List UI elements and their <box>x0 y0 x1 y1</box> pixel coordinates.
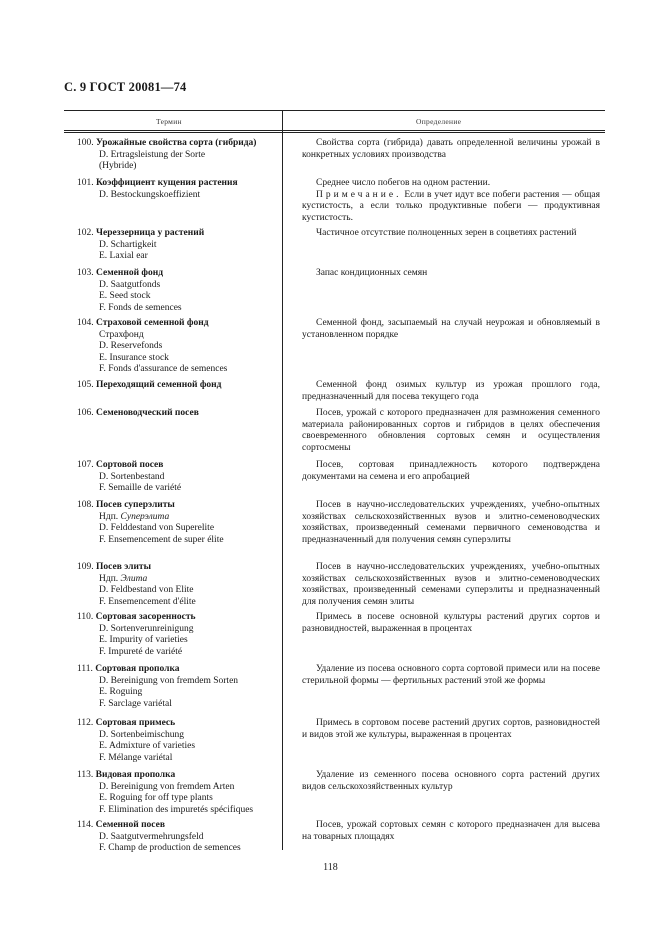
definition-cell <box>302 380 600 403</box>
term-cell <box>77 820 282 855</box>
definition-text: Семенной фонд озимых культур из урожая прошлого года, предназначенный для посева текущего года <box>302 380 600 402</box>
term-heading <box>77 228 282 240</box>
term-equivalent: F. Champ de production de semences <box>99 843 241 853</box>
term-number: 111. <box>77 664 93 674</box>
term-cell <box>77 178 282 201</box>
definition-cell <box>302 138 600 161</box>
term-number: 110. <box>77 612 94 622</box>
term-equivalent: D. Reservefonds <box>99 341 163 351</box>
term-number: 113. <box>77 770 94 780</box>
term-equivalent: F. Mélange variétal <box>99 752 173 763</box>
term-number: 106. <box>77 408 94 418</box>
term-equivalent: F. Fonds d'assurance de semences <box>99 364 228 374</box>
term-number: 108. <box>77 500 94 510</box>
term-name: Семенной посев <box>95 820 165 830</box>
term-heading <box>77 138 282 150</box>
term-equivalent: D. Felddestand von Superelite <box>99 523 215 533</box>
term-name: Сортовой посев <box>96 460 164 470</box>
definition-text: Посев, урожай сортовых семян с которого предназначен для высева на товарных площадях <box>302 820 600 842</box>
definition-text: Посев, урожай с которого предназначен для размножения семенного материала районированных сортов и гибридов в целях обеспечения своевременного обновления сортовых семян и осуществления сортосмены <box>302 408 600 453</box>
term-equivalent: E. Roguing <box>99 687 143 697</box>
term-equivalent: F. Fonds de semences <box>99 302 182 313</box>
definition-text: Посев в научно-исследовательских учреждениях, учебно-опытных хозяйствах сельскохозяйственных вузов и элитно-семеноводческих хозяйствах, произведенный семенами суперэлиты и предназначенный для получения семян элиты <box>302 562 600 607</box>
term-heading <box>77 178 282 190</box>
definition-cell <box>302 228 600 240</box>
definition-text: Частичное отсутствие полноценных зерен в соцветиях растений <box>316 228 577 238</box>
term-heading <box>77 500 282 512</box>
term-number: 103. <box>77 268 94 278</box>
term-equivalent: D. Saatgutvermehrungsfeld <box>99 831 204 842</box>
term-number: 114. <box>77 820 94 830</box>
term-number: 105. <box>77 380 94 390</box>
term-name: Сортовая засоренность <box>95 612 196 622</box>
term-equivalent: D. Sortenbestand <box>99 471 165 482</box>
term-number: 112. <box>77 718 94 728</box>
term-cell <box>77 138 282 173</box>
term-name: Посев элиты <box>96 562 152 572</box>
term-equivalent: F. Sarclage variétal <box>99 698 172 709</box>
definition-text: Удаление из семенного посева основного сорта растений других видов сельскохозяйственных культур <box>302 770 600 792</box>
term-heading <box>77 770 282 782</box>
term-cell <box>77 318 282 376</box>
term-equivalent: D. Bereinigung von fremdem Arten <box>99 781 235 792</box>
term-name: Переходящий семенной фонд <box>96 380 222 390</box>
term-equivalent: E. Roguing for off type plants <box>99 793 213 803</box>
definition-text: Посев в научно-исследовательских учреждениях, учебно-опытных хозяйствах сельскохозяйственных вузов и элитно-семеноводческих хозяйствах, произведенный семенами первичного семеноводства и предназначенный для получения семян суперэлиты <box>302 500 600 545</box>
term-equivalent: E. Admixture of varieties <box>99 741 196 751</box>
definition-cell <box>302 770 600 793</box>
definition-cell <box>302 500 600 546</box>
column-header-definition: Определение <box>416 117 462 126</box>
column-header-term: Термин <box>156 117 182 126</box>
definition-cell <box>302 718 600 741</box>
term-equivalent: E. Insurance stock <box>99 352 169 363</box>
term-equivalent: F. Ensemencement de super élite <box>99 534 224 545</box>
term-cell <box>77 268 282 314</box>
term-name: Сортовая прополка <box>95 664 180 674</box>
term-cell <box>77 718 282 764</box>
term-equivalent: E. Laxial ear <box>99 251 148 261</box>
term-cell <box>77 612 282 658</box>
term-number: 101. <box>77 178 94 188</box>
definition-text: Свойства сорта (гибрида) давать определенной величины урожай в конкретных условиях производства <box>302 138 600 160</box>
term-name: Череззерница у растений <box>96 228 205 238</box>
column-divider <box>282 110 283 850</box>
page-header: С. 9 ГОСТ 20081—74 <box>64 80 187 94</box>
definition-text: Удаление из посева основного сорта сортовой примеси или на посеве стерильной формы — фертильных растений этой же формы <box>302 664 600 686</box>
term-heading <box>77 460 282 472</box>
term-heading <box>77 820 282 832</box>
definition-text: Семенной фонд, засыпаемый на случай неурожая и обновляемый в установленном порядке <box>302 318 600 340</box>
nonstandard-term: Элита <box>120 573 148 584</box>
term-heading <box>77 664 282 676</box>
term-name: Страховой семенной фонд <box>96 318 209 328</box>
definition-note <box>302 190 600 225</box>
term-name: Коэффициент кущения растения <box>96 178 238 188</box>
table-header-rule-1 <box>64 130 605 131</box>
definition-cell <box>302 664 600 687</box>
term-name: Посев суперэлиты <box>96 500 175 510</box>
definition-cell <box>302 178 600 224</box>
table-header-rule-2 <box>64 132 605 133</box>
term-number: 104. <box>77 318 94 328</box>
note-heading: Примечание. <box>316 189 402 200</box>
term-equivalent: D. Schartigkeit <box>99 239 157 250</box>
term-heading <box>77 718 282 730</box>
definition-text: Примесь в сортовом посеве растений других сортов, разновидностей и видов этой же культуры, выраженная в процентах <box>302 718 600 740</box>
term-equivalent: E. Seed stock <box>99 291 151 301</box>
term-heading <box>77 562 282 574</box>
nonstandard-label: Ндп. <box>99 573 119 584</box>
definition-cell <box>302 820 600 843</box>
term-equivalent: F. Ensemencement d'élite <box>99 596 196 607</box>
term-cell <box>77 562 282 608</box>
table-top-rule <box>64 110 605 111</box>
term-equivalent: D. Bestockungskoeffizient <box>99 189 201 200</box>
term-heading <box>77 268 282 280</box>
definition-cell <box>302 562 600 608</box>
term-equivalent: (Hybride) <box>99 161 137 171</box>
term-name: Видовая прополка <box>95 770 176 780</box>
term-cell <box>77 228 282 263</box>
note-text: Если в учет идут все побеги растения — общая кустистость, а если только продуктивные побеги — продуктивная кустистость. <box>302 189 600 223</box>
term-cell <box>77 460 282 495</box>
term-cell <box>77 380 282 392</box>
term-equivalent: Страхфонд <box>99 329 144 340</box>
definition-cell <box>302 408 600 454</box>
definition-text: Примесь в посеве основной культуры растений других сортов и разновидностей, выраженная в процентах <box>302 612 600 634</box>
term-number: 102. <box>77 228 94 238</box>
definition-text: Запас кондиционных семян <box>316 268 428 278</box>
term-equivalent: D. Ertragsleistung der Sorte <box>99 149 206 160</box>
definition-cell <box>302 460 600 483</box>
definition-cell <box>302 268 600 280</box>
term-cell <box>77 664 282 710</box>
term-number: 109. <box>77 562 94 572</box>
nonstandard-label: Ндп. <box>99 511 119 522</box>
term-number: 107. <box>77 460 94 470</box>
term-number: 100. <box>77 138 94 148</box>
term-equivalent: D. Bereinigung von fremdem Sorten <box>99 675 239 686</box>
term-cell <box>77 500 282 546</box>
term-equivalent: F. Semaille de variété <box>99 483 182 493</box>
definition-cell <box>302 318 600 341</box>
page-number: 118 <box>323 862 338 873</box>
term-nonstandard <box>77 512 282 524</box>
term-cell <box>77 408 282 420</box>
term-heading <box>77 408 282 420</box>
term-name: Сортовая примесь <box>95 718 176 728</box>
term-equivalent: E. Impurity of varieties <box>99 635 188 645</box>
term-equivalent: D. Saatgutfonds <box>99 279 161 290</box>
term-name: Семенной фонд <box>96 268 164 278</box>
term-heading <box>77 318 282 330</box>
term-name: Урожайные свойства сорта (гибрида) <box>96 138 257 148</box>
definition-text: Среднее число побегов на одном растении. <box>316 178 491 188</box>
term-heading <box>77 380 282 392</box>
term-equivalent: F. Impureté de variété <box>99 646 183 657</box>
term-nonstandard <box>77 574 282 586</box>
term-equivalent: D. Feldbestand von Elite <box>99 585 194 595</box>
term-equivalent: D. Sortenbeimischung <box>99 729 184 740</box>
definition-cell <box>302 612 600 635</box>
term-cell <box>77 770 282 816</box>
term-heading <box>77 612 282 624</box>
nonstandard-term: Суперэлита <box>120 511 170 522</box>
definition-text: Посев, сортовая принадлежность которого подтверждена документами на семена и его апробацией <box>302 460 600 482</box>
term-equivalent: F. Elimination des impuretés spécifiques <box>99 804 254 815</box>
term-equivalent: D. Sortenverunreinigung <box>99 623 194 634</box>
term-name: Семеноводческий посев <box>96 408 199 418</box>
